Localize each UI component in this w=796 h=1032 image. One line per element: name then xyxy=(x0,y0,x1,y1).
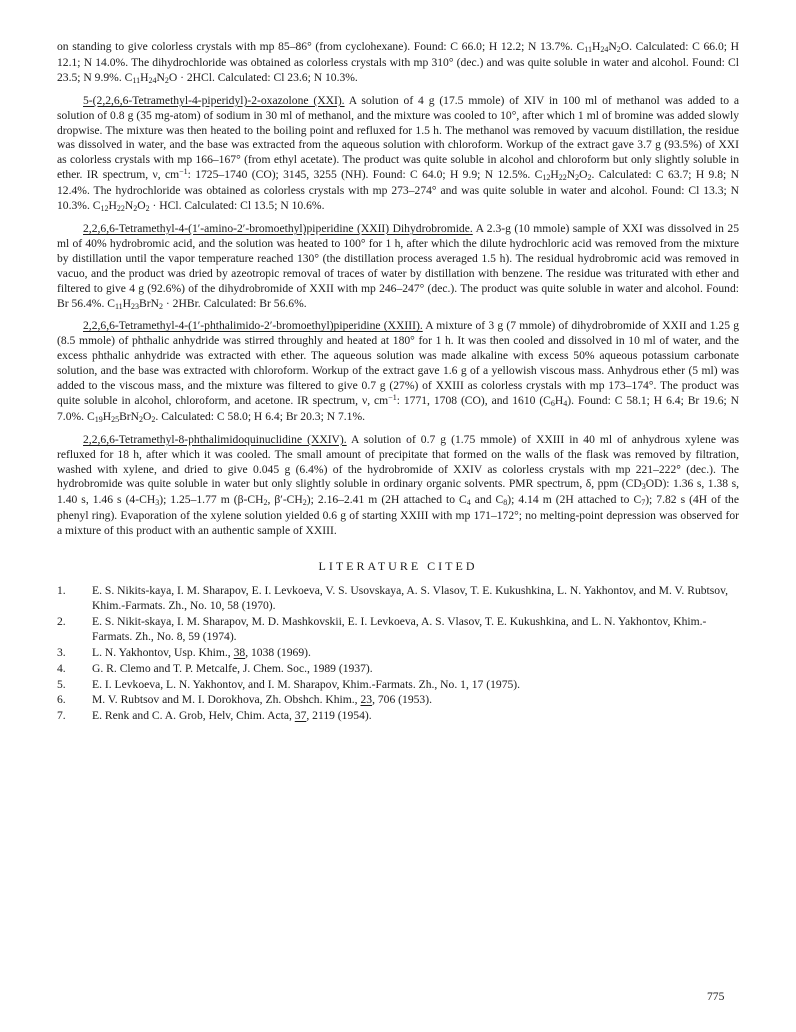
text-run: N xyxy=(608,40,617,53)
subscript: 4 xyxy=(563,398,568,408)
underlined-heading: 38 xyxy=(233,645,246,659)
subscript: 7 xyxy=(641,498,646,508)
subscript: 2 xyxy=(164,75,169,85)
subscript: 19 xyxy=(94,414,103,424)
text-run: M. V. Rubtsov and M. I. Dorokhova, Zh. Obshch. Khim., xyxy=(92,693,361,707)
text-run: H xyxy=(122,296,132,310)
text-run: O · 2HCl. Calculated: Cl 23.6; N 10.3%. xyxy=(168,70,358,84)
text-run: N xyxy=(566,168,576,182)
underlined-heading: 2,2,6,6-Tetramethyl-8-phthalimidoquinuclidine (XXIV). xyxy=(83,432,347,446)
text-run: A solution of 0.7 g (1.75 mmole) of XXIII in 40 ml of anhydrous xylene was refluxed for 18 h, after which it was cooled. The small amount of precipitate that formed on the walls of the flask was removed by filtration, washed with xylene, and dried to give 0.045 g (6.4%) of the hydrobromide of XXIV as colorless crystals with mp 221–222° (dec.). The hydrobromide was quite soluble in water but only slightly soluble in ordinary organic solvents. PMR spectrum, δ, ppm (CD xyxy=(57,432,739,491)
reference-item xyxy=(57,709,739,724)
reference-text xyxy=(92,693,739,708)
subscript: 2 xyxy=(263,498,268,508)
superscript: −1 xyxy=(179,167,188,177)
subscript: 2 xyxy=(159,301,164,311)
reference-text xyxy=(92,678,739,693)
reference-item xyxy=(57,584,739,614)
text-run: H xyxy=(550,168,559,182)
reference-item xyxy=(57,693,739,708)
text-run: O xyxy=(143,409,152,423)
subscript: 8 xyxy=(503,498,508,508)
subscript: 2 xyxy=(575,173,580,183)
reference-item xyxy=(57,678,739,693)
text-run: ); 1.25–1.77 m (β-CH xyxy=(159,493,264,507)
text-run: H xyxy=(102,409,112,423)
subscript: 25 xyxy=(111,414,120,424)
subscript: 2 xyxy=(139,414,144,424)
text-run: H xyxy=(108,199,117,213)
reference-number: 1. xyxy=(57,584,66,598)
reference-number: 7. xyxy=(57,709,66,723)
paragraph xyxy=(57,40,739,87)
reference-text xyxy=(92,646,739,661)
paragraph xyxy=(57,222,739,312)
superscript: −1 xyxy=(388,392,397,402)
subscript: 2 xyxy=(587,173,592,183)
reference-number: 3. xyxy=(57,645,66,659)
subscript: 4 xyxy=(466,498,471,508)
text-run: ); 7.82 s (4H of the phenyl ring). Evaporation of the xylene solution yielded 0.6 g of starting XXIII with mp 171–172°; no melting-point depression was observed for a mixture of this product with an authentic sample of XXIII. xyxy=(57,493,740,538)
underlined-heading: 23 xyxy=(360,693,373,707)
subscript: 11 xyxy=(132,75,141,85)
reference-number: 2. xyxy=(57,614,66,628)
text-run: ). Found: C 58.1; H 6.4; Br 19.6; N 7.0%. C xyxy=(57,393,739,423)
text-run: · HCl. Calculated: Cl 13.5; N 10.6%. xyxy=(149,199,325,213)
literature-cited-heading: LITERATURE CITED xyxy=(318,559,478,574)
reference-text xyxy=(92,662,739,677)
underlined-heading: 2,2,6,6-Tetramethyl-4-(1′-phthalimido-2′-bromoethyl)piperidine (XXIII). xyxy=(83,319,423,333)
subscript: 3 xyxy=(155,498,160,508)
text-run: H xyxy=(140,70,149,84)
reference-number: 4. xyxy=(57,661,66,675)
text-run: A 2.3-g (10 mmole) sample of XXI was dissolved in 25 ml of 40% hydrobromic acid, and the solution was heated to 100° for 1 h, after which the dilute hydrochloric acid was removed from the mixture by distillation until the vapor temperature reached 130° (the distillation process averaged 1.5 h). The residual hydrobromic acid was removed in vacuo, and the product was dried by azeotropic removal of traces of water by distillation with benzene. The residue was triturated with ether and filtered to give 4 g (92.6%) of the dihydrobromide of XXII with mp 246–247° (dec.). The product was quite soluble in water and alcohol. Found: Br 56.4%. C xyxy=(57,221,739,310)
subscript: 3 xyxy=(641,482,646,492)
subscript: 12 xyxy=(100,204,109,214)
text-run: on standing to give colorless crystals with mp 85–86° (from cyclohexane). Found: C 66.0; H 12.2; N 13.7%. C xyxy=(57,40,585,53)
reference-text xyxy=(92,584,739,614)
text-run: , 2119 (1954). xyxy=(306,709,372,723)
subscript: 22 xyxy=(116,204,125,214)
text-run: H xyxy=(591,40,601,53)
reference-list xyxy=(57,584,739,724)
text-run: · 2HBr. Calculated: Br 56.6%. xyxy=(163,296,307,310)
text-run: , 706 (1953). xyxy=(372,693,432,707)
text-run: , 1038 (1969). xyxy=(245,645,311,659)
subscript: 11 xyxy=(114,301,123,311)
text-run: : 1725–1740 (CO); 3145, 3255 (NH). Found: C 64.0; H 9.9; N 12.5%. C xyxy=(187,168,543,182)
page-body xyxy=(57,40,739,725)
text-run: ); 2.16–2.41 m (2H attached to C xyxy=(306,493,467,507)
subscript: 2 xyxy=(151,414,156,424)
paragraph xyxy=(57,94,739,215)
text-run: E. Renk and C. A. Grob, Helv, Chim. Acta, xyxy=(92,709,295,723)
reference-item xyxy=(57,615,739,645)
text-run: . Calculated: C 58.0; H 6.4; Br 20.3; N 7.1%. xyxy=(155,409,366,423)
text-run: O xyxy=(579,168,588,182)
text-run: N xyxy=(124,199,134,213)
text-run: , β′-CH xyxy=(267,493,303,507)
subscript: 24 xyxy=(148,75,157,85)
underlined-heading: 2,2,6,6-Tetramethyl-4-(1′-amino-2′-bromoethyl)piperidine (XXII) Dihydrobromide. xyxy=(83,221,473,235)
subscript: 22 xyxy=(558,173,567,183)
subscript: 12 xyxy=(542,173,551,183)
underlined-heading: 5-(2,2,6,6-Tetramethyl-4-piperidyl)-2-oxazolone (XXI). xyxy=(83,93,345,107)
page-number: 775 xyxy=(707,990,725,1003)
text-run: A solution of 4 g (17.5 mmole) of XIV in 100 ml of methanol was added to a solution of 0.8 g (35 mg-atom) of sodium in 30 ml of methanol, and the mixture was cooled to 10°, after which 1 ml of bromine was added slowly dropwise. The mixture was then heated to the boiling point and refluxed for 1.5 h. The methanol was removed by vacuum distillation, the residue was dissolved in water, and the base was extracted from the aqueous solution with chloroform. Workup of the extract gave 3.7 g (93.5%) of XXI as colorless crystals with mp 166–167° (from ethyl acetate). The product was quite soluble in alcohol and chloroform but only slightly soluble in ether. IR spectrum, ν, cm xyxy=(57,93,739,182)
subscript: 2 xyxy=(302,498,307,508)
paragraph xyxy=(57,433,739,539)
underlined-heading: 37 xyxy=(294,709,307,723)
subscript: 6 xyxy=(550,398,555,408)
reference-text xyxy=(92,709,739,724)
text-run: : 1771, 1708 (CO), and 1610 (C xyxy=(396,393,551,407)
text-run: ); 4.14 m (2H attached to C xyxy=(507,493,642,507)
text-run: G. R. Clemo and T. P. Metcalfe, J. Chem. Soc., 1989 (1937). xyxy=(92,661,373,675)
reference-number: 5. xyxy=(57,677,66,691)
text-run: E. S. Nikit-skaya, I. M. Sharapov, M. D. Mashkovskii, E. I. Levkoeva, A. S. Vlasov, T. E. Kukushkina, and L. N. Yakhontov, Khim.-Farmats. Zh., No. 8, 59 (1974). xyxy=(92,614,707,643)
text-run: L. N. Yakhontov, Usp. Khim., xyxy=(92,645,234,659)
text-run: H xyxy=(554,393,564,407)
reference-number: 6. xyxy=(57,693,66,707)
subscript: 2 xyxy=(133,204,138,214)
body-text xyxy=(57,40,739,539)
reference-item xyxy=(57,646,739,661)
reference-text xyxy=(92,615,739,645)
subscript: 11 xyxy=(584,45,592,54)
text-run: and C xyxy=(470,493,504,507)
text-run: E. I. Levkoeva, L. N. Yakhontov, and I. M. Sharapov, Khim.-Farmats. Zh., No. 1, 17 (1975). xyxy=(92,677,521,691)
text-run: OD): 1.36 s, 1.38 s, 1.40 s, 1.46 s (4-CH xyxy=(57,477,739,507)
subscript: 2 xyxy=(145,204,150,214)
text-run: BrN xyxy=(119,409,140,423)
text-run: . Calculated: C 63.7; H 9.8; N 12.4%. The hydrochloride was obtained as colorless crystals with mp 273–274° and was quite soluble in water and alcohol. Found: Cl 13.3; N 10.3%. C xyxy=(57,168,739,213)
text-run: N xyxy=(156,70,165,84)
subscript: 24 xyxy=(600,45,609,54)
text-run: E. S. Nikits-kaya, I. M. Sharapov, E. I. Levkoeva, V. S. Usovskaya, A. S. Vlasov, T. E. Kukushkina, L. N. Yakhontov, and M. V. Rubtsov, Khim.-Farmats. Zh., No. 10, 58 (1970). xyxy=(92,584,729,612)
text-run: O. Calculated: C 66.0; H 12.1; N 14.0%. The dihydrochloride was obtained as colorless crystals with mp 310° (dec.) and was quite soluble in water and alcohol. Found: Cl 23.5; N 9.9%. C xyxy=(57,40,739,84)
paragraph xyxy=(57,319,739,425)
text-run: A mixture of 3 g (7 mmole) of dihydrobromide of XXII and 1.25 g (8.5 mmole) of phthalic anhydride was stirred throughly and heated at 180° for 1 h. It was then cooled and dissolved in 10 ml of water, and the excess phthalic anhydride was extracted with ether. The aqueous solution was made alkaline with excess 50% aqueous potassium carbonate solution, and the base was extracted with chloroform. Workup of the extract gave 1.6 g of a yellowish viscous mass. Anhydrous ether (5 ml) was added to the viscous mass, and the mixture was filtered to give 0.7 g (27%) of XXIII as colorless crystals with mp 173–174°. The product was quite soluble in alcohol, chloroform, and acetone. IR spectrum, ν, cm xyxy=(57,319,739,407)
text-run: BrN xyxy=(139,296,160,310)
text-run: O xyxy=(137,199,146,213)
subscript: 23 xyxy=(131,301,140,311)
subscript: 2 xyxy=(616,45,621,54)
reference-item xyxy=(57,662,739,677)
